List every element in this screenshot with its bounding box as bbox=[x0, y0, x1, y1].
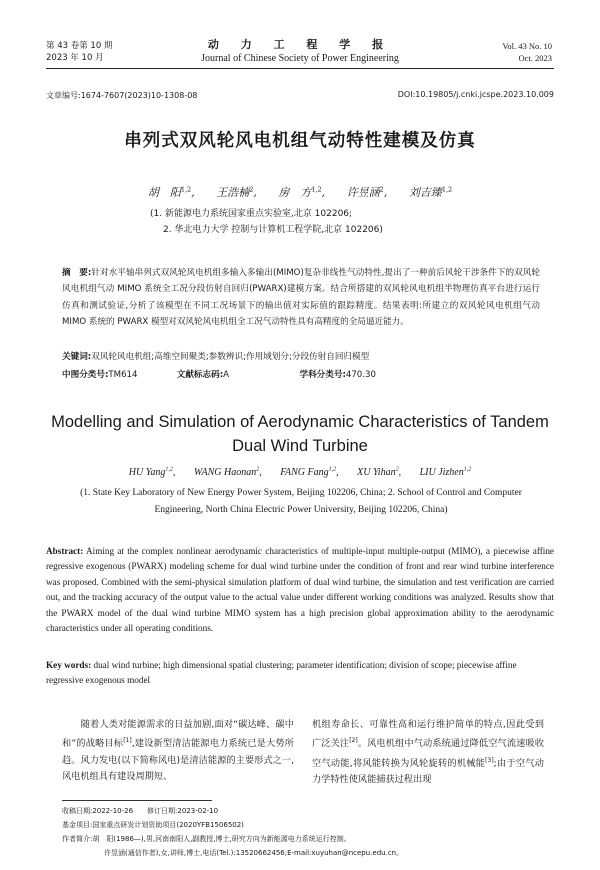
header-left bbox=[46, 40, 112, 64]
doc-code-value: A bbox=[223, 370, 230, 380]
title-cn: 串列式双风轮风电机组气动特性建模及仿真 bbox=[124, 131, 476, 151]
affiliation-cn-2: 2. 华北电力大学 控制与计算机工程学院,北京 102206) bbox=[163, 225, 383, 235]
doi[interactable]: DOI:10.19805/j.cnki.jcspe.2023.10.009 bbox=[397, 90, 554, 99]
keywords-cn bbox=[62, 350, 540, 362]
footnote-fund: 基金项目:国家重点研发计划资助项目(2020YFB1506502) bbox=[62, 821, 244, 829]
abstract-en-label: Abstract: bbox=[46, 546, 84, 556]
author-en: LIU Jizhen$^{1,2}$ bbox=[419, 467, 472, 479]
title-en: Modelling and Simulation of Aerodynamic Characteristics of Tandem Dual Wind Turbine bbox=[51, 413, 549, 455]
footnote-rule bbox=[62, 800, 212, 801]
abstract-en bbox=[46, 544, 554, 636]
citation[interactable]: [3] bbox=[485, 756, 494, 764]
body-column-right: 机组寿命长、可靠性高和运行维护简单的特点,因此受到广泛关注[2]。风电机组中气动系统通过降低空气流速吸收空气动能,将风能转换为风轮旋转的机械能[3];由于空气动力学特性使风能捕获过程出现 bbox=[312, 719, 544, 786]
footnote-corresponding: 许昱涵(通信作者),女,讲师,博士,电话(Tel.):13520662456;E-mail:xuyuhan@ncepu.edu.cn。 bbox=[104, 849, 404, 857]
classification-row bbox=[62, 368, 376, 380]
volume-en: Vol. 43 No. 10 bbox=[502, 41, 552, 51]
keywords-cn-text: 双风轮风电机组;高维空间聚类;参数辨识;作用域划分;分段仿射自回归模型 bbox=[91, 352, 370, 362]
journal-name-en: Journal of Chinese Society of Power Engineering bbox=[201, 53, 399, 64]
volume-cn: 第 43 卷第 10 期 bbox=[46, 41, 113, 51]
abstract-cn-text: 针对水平轴串列式双风轮风电机组多输入多输出(MIMO)复杂非线性气动特性,提出了一种前后风轮干涉条件下的双风轮风电机组气动 MIMO 系统全工况分段仿射自回归(PWARX)建模方案。结合所搭建的双风轮风电机组半物理仿真平台进行运行仿真和测试验证,分析了该模型在不同工况场景下的输出值对实际值的跟踪精度。结果表明:所建立的双风轮风电机组气动 MIMO 系统的 PWARX 模型对双风轮风电机组全工况气动特性具有高精度的全局逼近能力。 bbox=[62, 268, 540, 327]
author-en: XU Yihan$^2$, bbox=[357, 467, 402, 479]
header-right bbox=[502, 40, 552, 64]
affiliation-cn-1: (1. 新能源电力系统国家重点实验室,北京 102206; bbox=[150, 209, 353, 219]
footnote-author: 作者简介:胡 阳(1986—),男,河南南阳人,副教授,博士,研究方向为新能源电力系统运行控制。 bbox=[62, 835, 351, 843]
subject-value: 470.30 bbox=[345, 370, 376, 380]
clc-label: 中图分类号: bbox=[62, 370, 109, 380]
author-cn: 许昱涵$^2$, bbox=[346, 185, 388, 199]
citation[interactable]: [2] bbox=[349, 737, 358, 745]
clc-value: TM614 bbox=[108, 370, 138, 380]
author-cn: 王浩楠$^2$, bbox=[216, 185, 257, 199]
abstract-cn-label: 摘 要: bbox=[62, 268, 92, 278]
journal-name-cn: 动 力 工 程 学 报 bbox=[207, 38, 393, 51]
author-cn: 刘吉臻$^{1,2}$ bbox=[408, 185, 453, 199]
date-en: Oct. 2023 bbox=[518, 53, 552, 63]
header-center bbox=[150, 38, 450, 65]
author-cn: 胡 阳$^{1,2}$, bbox=[147, 185, 195, 199]
article-number: 文章编号:1674-7607(2023)10-1308-08 bbox=[46, 91, 198, 100]
authors-en bbox=[0, 467, 600, 478]
keywords-en bbox=[46, 658, 554, 689]
affiliations-en: (1. State Key Laboratory of New Energy Power System, Beijing 102206, China; 2. School of Control and Computer Engineering, North China Electric Power University, Beijing 102206, China) bbox=[80, 488, 522, 515]
author-en: FANG Fang$^{1,2}$, bbox=[280, 467, 339, 479]
keywords-en-label: Key words: bbox=[46, 660, 92, 670]
keywords-cn-label: 关键词: bbox=[62, 352, 92, 362]
keywords-en-text: dual wind turbine; high dimensional spatial clustering; parameter identification; division of scope; piecewise affine regressive exogenous model bbox=[46, 660, 517, 686]
subject-label: 学科分类号: bbox=[299, 370, 346, 380]
header-rule bbox=[46, 68, 554, 69]
author-en: WANG Haonan$^2$, bbox=[193, 467, 262, 479]
abstract-cn bbox=[62, 265, 540, 330]
authors-cn bbox=[0, 184, 600, 200]
author-cn: 房 方$^{1,2}$, bbox=[278, 185, 326, 199]
author-en: HU Yang$^{1,2}$, bbox=[128, 467, 176, 479]
date-cn: 2023 年 10 月 bbox=[46, 53, 104, 63]
abstract-en-text: Aiming at the complex nonlinear aerodynamic characteristics of multiple-input multiple-output (MIMO), a piecewise affine regressive exogenous (PWARX) modeling scheme for dual wind turbine under the condition of front and rear wind turbine interference was proposed. Combined with the semi-physical simulation platform of dual wind turbine, the simulation and test verification are carried out, and the tracking accuracy of the output value to the actual value under different working conditions was analyzed. Results show that the PWARX model of the dual wind turbine MIMO system has a high precision global approximation ability to the aerodynamic characteristics under all operating conditions. bbox=[46, 546, 554, 634]
footnote-received: 收稿日期:2022-10-26 修订日期:2023-02-10 bbox=[62, 807, 219, 815]
citation[interactable]: [1] bbox=[123, 737, 132, 745]
doc-code-label: 文献标志码: bbox=[176, 370, 224, 380]
body-column-left: 随着人类对能源需求的日益加剧,面对“碳达峰、碳中和”的战略目标[1],建设新型清洁能源电力系统已是大势所趋。风力发电(以下简称风电)是清洁能源的主要形式之一,风电机组具有建设周期短、 bbox=[62, 719, 294, 783]
